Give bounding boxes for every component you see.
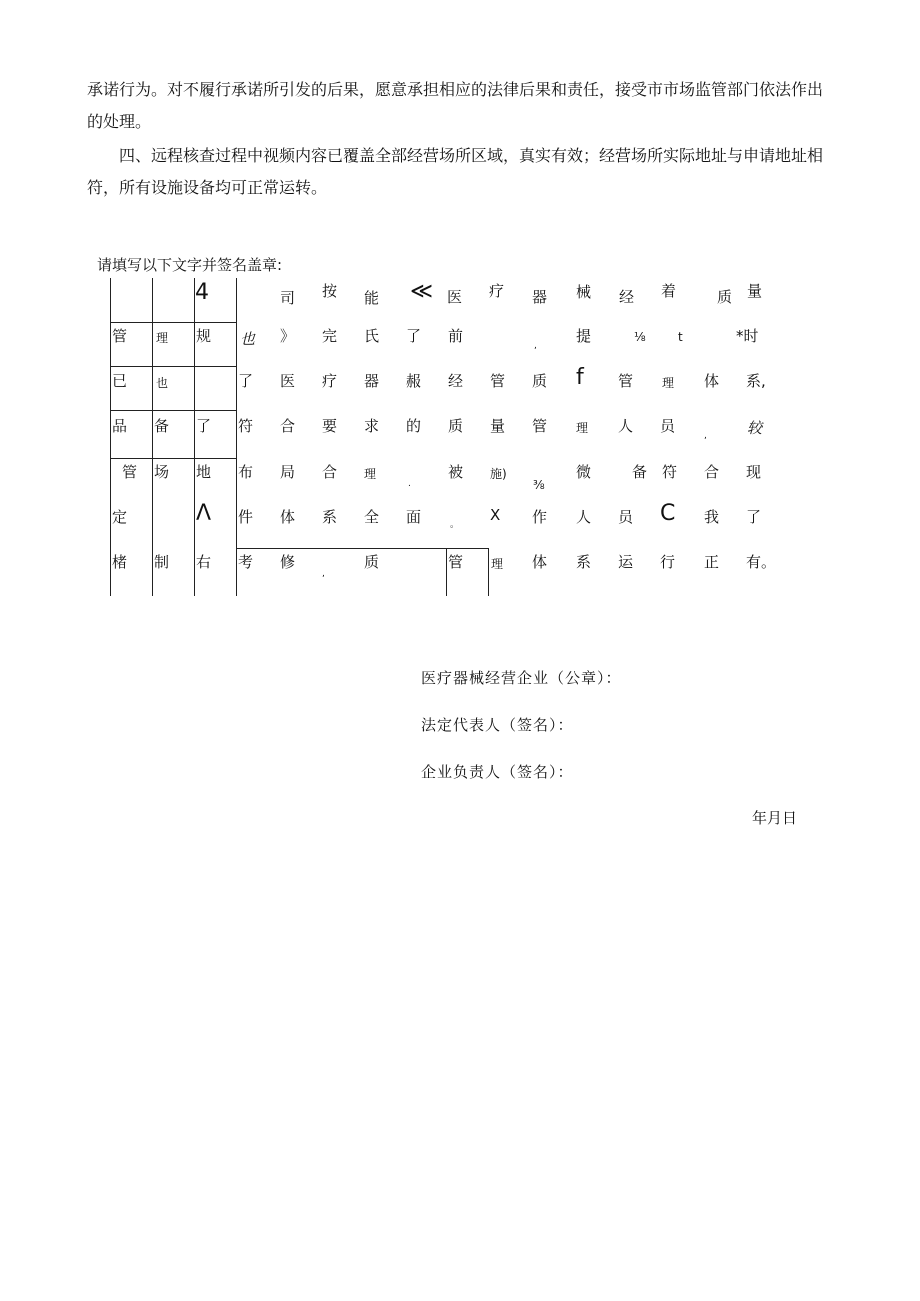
grid-char: 理	[662, 376, 675, 390]
grid-char: 正	[704, 553, 720, 571]
grid-char: Λ	[196, 501, 212, 526]
grid-char: 符	[238, 417, 254, 435]
grid-char: 人	[618, 417, 634, 435]
grid-line	[152, 278, 153, 596]
grid-char: C	[660, 501, 676, 526]
grid-char: 有。	[746, 553, 777, 571]
fill-instruction-label: 请填写以下文字并签名盖章:	[97, 256, 283, 274]
grid-char: 氏	[364, 327, 380, 345]
grid-char: 定	[112, 508, 128, 526]
grid-char: 施)	[490, 467, 507, 481]
grid-char: X	[490, 506, 501, 524]
grid-char: 司	[280, 289, 296, 307]
grid-char: 医	[447, 288, 463, 306]
grid-char: 了	[746, 508, 762, 526]
grid-char: 被	[448, 463, 464, 481]
grid-char: 修	[280, 553, 296, 571]
grid-char: 按	[322, 282, 338, 300]
grid-char: 员	[660, 417, 676, 435]
grid-char: 4	[195, 280, 209, 305]
grid-char: 提	[576, 327, 592, 345]
grid-char: 了	[238, 372, 254, 390]
grid-char: 品	[112, 417, 128, 435]
grid-line	[110, 278, 111, 596]
grid-char: 合	[280, 417, 296, 435]
grid-char: 质	[448, 417, 464, 435]
grid-line	[110, 458, 236, 459]
grid-char: 管	[532, 417, 548, 435]
grid-char: 。	[450, 520, 460, 530]
grid-char: 管	[448, 553, 464, 571]
grid-char: 械	[576, 283, 592, 301]
grid-char: 件	[238, 508, 254, 526]
grid-char: 符	[662, 463, 678, 481]
grid-char: 面	[406, 508, 422, 526]
grid-char: 管	[122, 463, 138, 481]
grid-char: 员	[618, 508, 634, 526]
grid-char: 作	[532, 508, 548, 526]
grid-char: 现	[746, 463, 762, 481]
grid-char: 经	[448, 372, 464, 390]
grid-char: 求	[364, 417, 380, 435]
grid-line	[488, 548, 489, 596]
grid-char: 系	[322, 508, 338, 526]
grid-char: 经	[619, 288, 635, 306]
grid-char: 考	[238, 553, 254, 571]
grid-char: 理	[364, 467, 377, 481]
grid-char: 的	[406, 417, 422, 435]
grid-char: 运	[618, 553, 634, 571]
grid-char: 》	[280, 327, 296, 345]
grid-char: 了	[406, 327, 422, 345]
grid-char: 体	[704, 372, 720, 390]
grid-char: 管	[112, 327, 128, 345]
grid-char: 地	[196, 463, 212, 481]
grid-char: ,	[322, 569, 325, 579]
grid-char: 备	[154, 417, 170, 435]
grid-char: 规	[196, 327, 212, 345]
grid-char: 医	[280, 372, 296, 390]
grid-char: 了	[196, 417, 212, 435]
grid-char: 微	[576, 463, 592, 481]
grid-char: 赧	[406, 372, 422, 390]
grid-char: f	[576, 365, 584, 390]
grid-char: 完	[322, 327, 338, 345]
grid-char: 器	[364, 372, 380, 390]
grid-char: 楮	[112, 553, 128, 571]
company-seal-label: 医疗器械经营企业（公章）：	[421, 669, 622, 687]
grid-char: 质	[532, 372, 548, 390]
grid-char: 理	[576, 421, 589, 435]
grid-char: 理	[156, 331, 169, 345]
grid-char: 前	[448, 327, 464, 345]
grid-line	[236, 548, 488, 549]
grid-line	[110, 366, 236, 367]
grid-char: 备	[632, 463, 648, 481]
grid-char: ⅜	[533, 478, 545, 492]
grid-char: 也	[156, 376, 169, 390]
grid-char: 较	[747, 419, 763, 437]
grid-char: 着	[661, 282, 677, 300]
grid-char: 管	[490, 372, 506, 390]
commitment-paragraph-end: 承诺行为。对不履行承诺所引发的后果，愿意承担相应的法律后果和责任，接受市市场监管部门依法作出的处理。	[87, 80, 824, 131]
grid-char: ,	[704, 431, 707, 441]
grid-char: 也	[240, 330, 256, 348]
grid-char: 布	[238, 463, 254, 481]
grid-char: 场	[154, 463, 170, 481]
principal-signature-label: 企业负责人（签名）：	[421, 763, 574, 781]
grid-char: 要	[322, 417, 338, 435]
grid-char: 局	[280, 463, 296, 481]
grid-line	[194, 278, 195, 596]
grid-char: 合	[322, 463, 338, 481]
grid-char: 人	[576, 508, 592, 526]
grid-char: t	[678, 330, 683, 344]
grid-char: ,	[534, 341, 537, 351]
grid-char: 质	[717, 288, 733, 306]
grid-char: ≪	[410, 279, 434, 304]
grid-char: 右	[196, 553, 212, 571]
grid-char: 我	[704, 508, 720, 526]
grid-char: 量	[490, 417, 506, 435]
grid-char: 疗	[322, 372, 338, 390]
grid-char: 系,	[746, 372, 766, 390]
grid-char: ⅛	[634, 330, 646, 344]
grid-char: 合	[704, 463, 720, 481]
grid-line	[110, 410, 236, 411]
grid-char: 管	[618, 372, 634, 390]
remote-inspection-paragraph: 四、远程核查过程中视频内容已覆盖全部经营场所区域，真实有效；经营场所实际地址与申请地址相符，所有设施设备均可正常运转。	[87, 146, 824, 197]
date-label: 年月日	[752, 809, 798, 827]
grid-char: .	[408, 479, 411, 489]
grid-char: 行	[660, 553, 676, 571]
grid-char: 理	[491, 557, 504, 571]
grid-char: 已	[112, 372, 128, 390]
grid-char: 制	[154, 553, 170, 571]
grid-line	[446, 548, 447, 596]
grid-char: *时	[736, 327, 759, 345]
grid-char: 全	[364, 508, 380, 526]
grid-char: 疗	[489, 282, 505, 300]
grid-char: 系	[576, 553, 592, 571]
legal-representative-signature-label: 法定代表人（签名）：	[421, 716, 574, 734]
grid-char: 体	[280, 508, 296, 526]
grid-line	[110, 322, 236, 323]
grid-char: 能	[364, 289, 380, 307]
grid-char: 体	[532, 553, 548, 571]
grid-char: 器	[532, 288, 548, 306]
grid-char: 质	[364, 553, 380, 571]
grid-char: 量	[747, 282, 763, 300]
